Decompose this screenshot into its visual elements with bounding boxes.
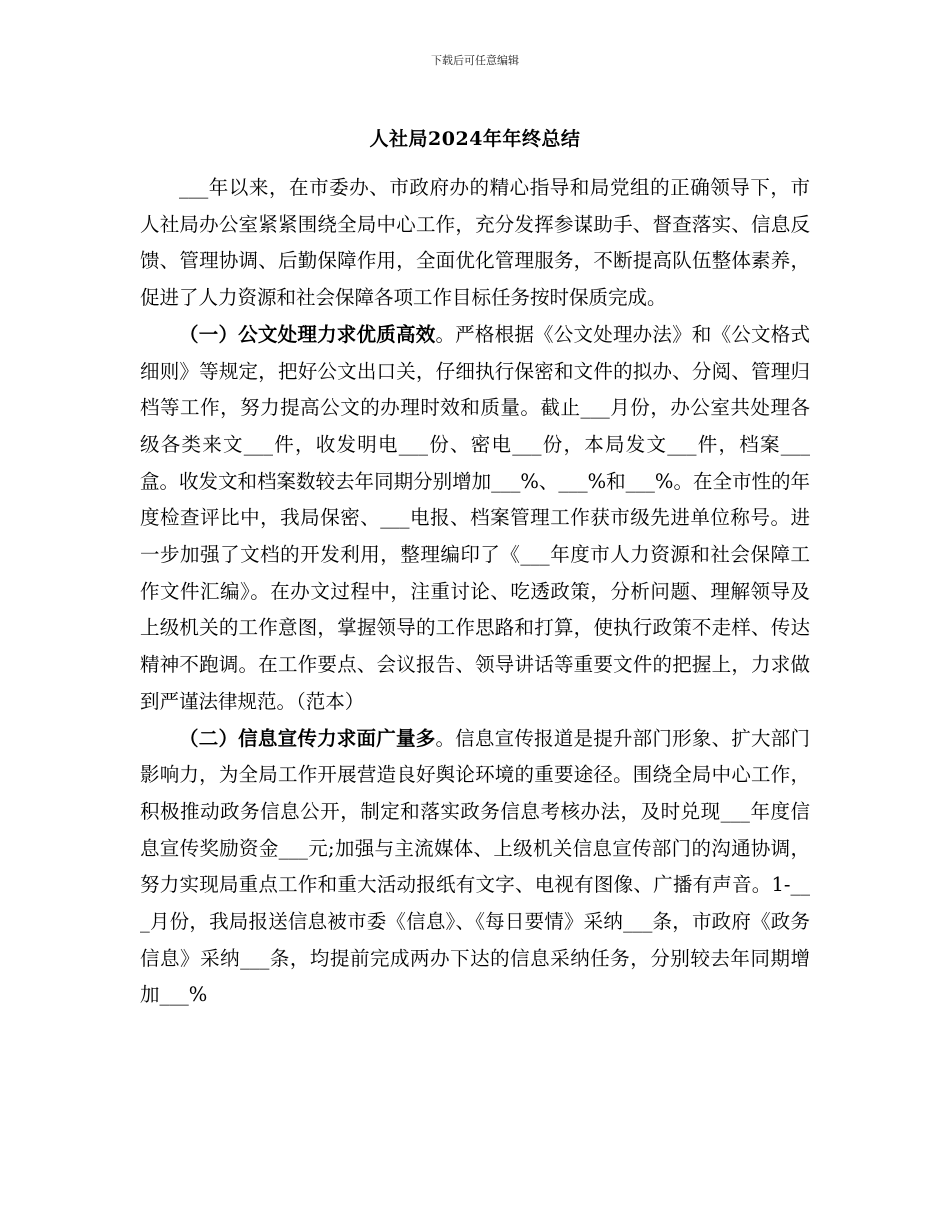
section-heading: （一）公文处理力求优质高效 xyxy=(179,322,436,346)
header-note: 下载后可任意编辑 xyxy=(431,54,519,67)
paragraph-text: ___年以来，在市委办、市政府办的精心指导和局党组的正确领导下，市人社局办公室紧紧围绕全局中心工作，充分发挥参谋助手、督查落实、信息反馈、管理协调、后勤保障作用，全面优化管理服务，不断提高队伍整体素养，促进了人力资源和社会保障各项工作目标任务按时保质完成。 xyxy=(140,176,810,310)
paragraph-section-1 xyxy=(140,317,810,721)
paragraph-intro xyxy=(140,170,810,317)
document-body xyxy=(140,170,810,1014)
paragraph-text: 。信息宣传报道是提升部门形象、扩大部门影响力，为全局工作开展营造良好舆论环境的重要途径。围绕全局中心工作，积极推动政务信息公开，制定和落实政务信息考核办法，及时兑现___年度信息宣传奖励资金___元;加强与主流媒体、上级机关信息宣传部门的沟通协调，努力实现局重点工作和重大活动报纸有文字、电视有图像、广播有声音。1-___月份，我局报送信息被市委《信息》、《每日要情》采纳___条，市政府《政务信息》采纳___条，均提前完成两办下达的信息采纳任务，分别较去年同期增加___% xyxy=(140,726,810,1007)
paragraph-text: 。严格根据《公文处理办法》和《公文格式细则》等规定，把好公文出口关，仔细执行保密和文件的拟办、分阅、管理归档等工作，努力提高公文的办理时效和质量。截止___月份，办公室共处理各级各类来文___件，收发明电___份、密电___份，本局发文___件，档案___盒。收发文和档案数较去年同期分别增加___%、___%和___%。在全市性的年度检查评比中，我局保密、___电报、档案管理工作获市级先进单位称号。进一步加强了文档的开发利用，整理编印了《___年度市人力资源和社会保障工作文件汇编》。在办文过程中，注重讨论、吃透政策，分析问题、理解领导及上级机关的工作意图，掌握领导的工作思路和打算，使执行政策不走样、传达精神不跑调。在工作要点、会议报告、领导讲话等重要文件的把握上，力求做到严谨法律规范。（范本） xyxy=(140,322,810,713)
section-heading: （二）信息宣传力求面广量多 xyxy=(179,726,436,750)
paragraph-section-2 xyxy=(140,721,810,1015)
document-title: 人社局2024年年终总结 xyxy=(369,128,581,150)
